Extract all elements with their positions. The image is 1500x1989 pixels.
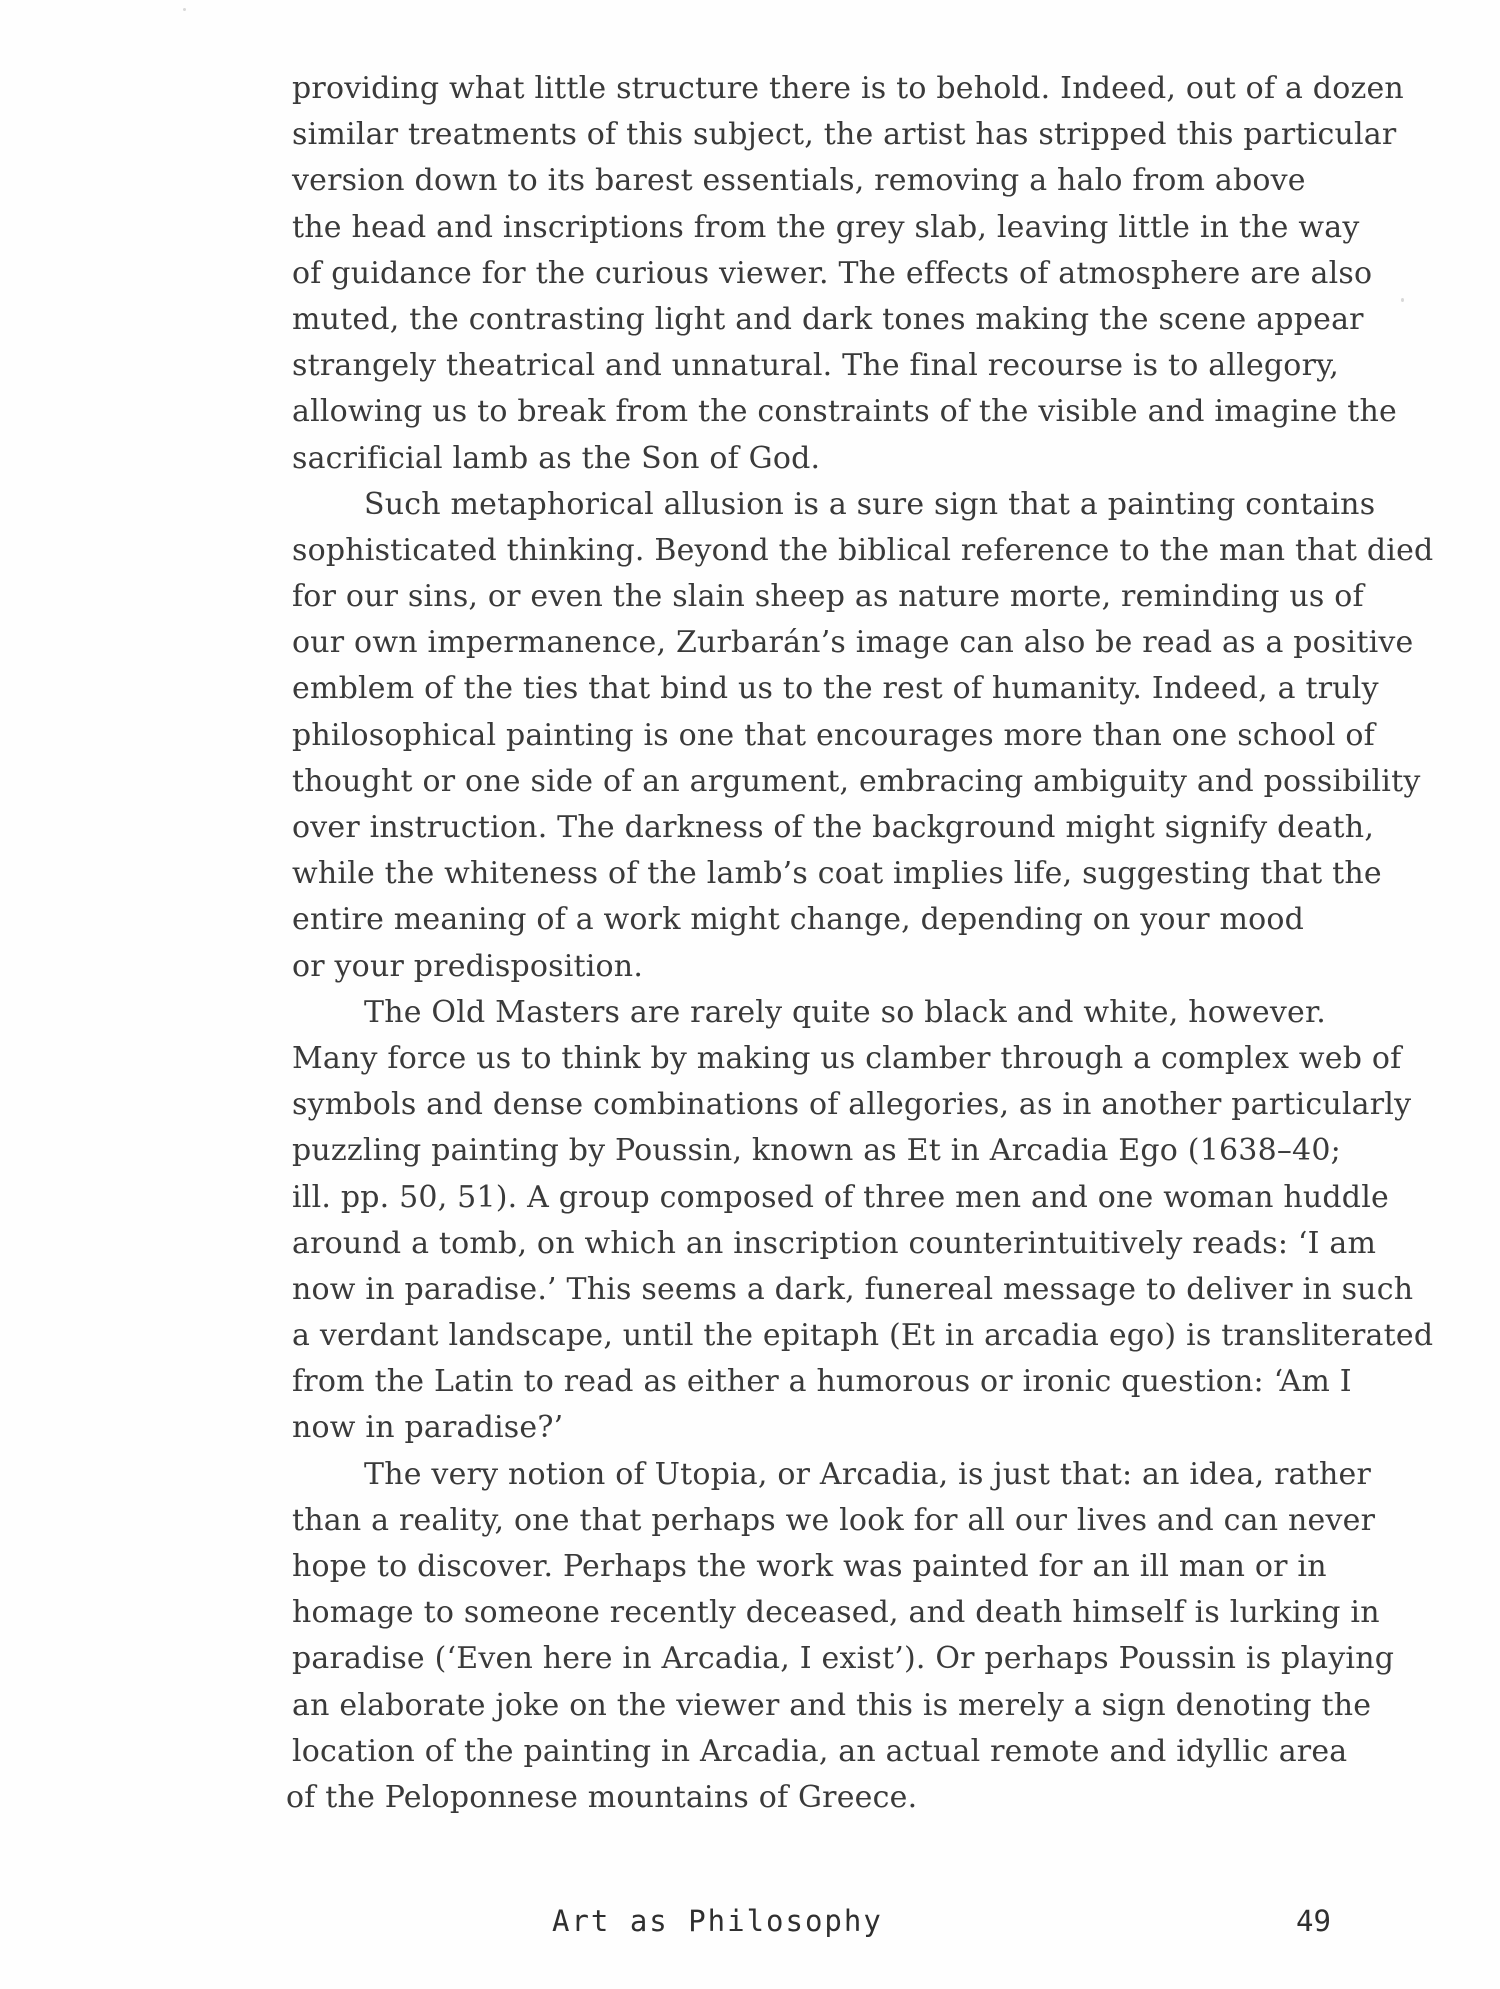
text-line: around a tomb, on which an inscription counterintuitively reads: ‘I am [292,1225,1377,1261]
paragraph-start-line: The very notion of Utopia, or Arcadia, is just that: an idea, rather [364,1456,1371,1492]
paragraph-start-line: The Old Masters are rarely quite so black and white, however. [364,994,1326,1030]
text-line: or your predisposition. [292,948,644,984]
text-line: now in paradise?’ [292,1410,564,1446]
text-line: a verdant landscape, until the epitaph (Et in arcadia ego) is transliterated [292,1318,1434,1354]
text-line: providing what little structure there is to behold. Indeed, out of a dozen [292,71,1404,106]
text-line: hope to discover. Perhaps the work was painted for an ill man or in [292,1549,1327,1584]
text-line: ill. pp. 50, 51). A group composed of three men and one woman huddle [292,1179,1389,1215]
text-line: of the Peloponnese mountains of Greece. [286,1779,918,1815]
text-line: our own impermanence, Zurbarán’s image can also be read as a positive [292,625,1414,661]
text-line: an elaborate joke on the viewer and this is merely a sign denoting the [292,1687,1372,1723]
text-line: sophisticated thinking. Beyond the biblical reference to the man that died [292,532,1434,568]
text-line: homage to someone recently deceased, and death himself is lurking in [292,1595,1380,1631]
text-line: from the Latin to read as either a humorous or ironic question: ‘Am I [292,1364,1352,1400]
text-line: emblem of the ties that bind us to the rest of humanity. Indeed, a truly [292,671,1379,707]
text-line: puzzling painting by Poussin, known as Et in Arcadia Ego (1638–40; [292,1133,1341,1169]
text-line: symbols and dense combinations of allegories, as in another particularly [292,1087,1412,1123]
text-line: for our sins, or even the slain sheep as nature morte, reminding us of [292,579,1364,615]
text-line: now in paradise.’ This seems a dark, funereal message to deliver in such [292,1271,1414,1307]
text-line: philosophical painting is one that encourages more than one school of [292,717,1375,753]
running-footer-title: Art as Philosophy [552,1904,883,1938]
text-line: entire meaning of a work might change, depending on your mood [292,902,1305,938]
text-line: version down to its barest essentials, removing a halo from above [292,163,1306,199]
scan-speck [183,8,186,11]
text-line: the head and inscriptions from the grey slab, leaving little in the way [292,209,1360,245]
text-line: over instruction. The darkness of the background might signify death, [292,810,1375,845]
text-line: location of the painting in Arcadia, an actual remote and idyllic area [292,1733,1348,1769]
text-line: paradise (‘Even here in Arcadia, I exist’). Or perhaps Poussin is playing [292,1641,1395,1677]
text-line: allowing us to break from the constraints of the visible and imagine the [292,394,1398,430]
text-line: muted, the contrasting light and dark tones making the scene appear [292,301,1364,337]
text-line: of guidance for the curious viewer. The effects of atmosphere are also [292,255,1373,291]
text-line: strangely theatrical and unnatural. The final recourse is to allegory, [292,348,1340,384]
text-line: while the whiteness of the lamb’s coat implies life, suggesting that the [292,856,1382,892]
text-line: sacrificial lamb as the Son of God. [292,440,821,476]
paragraph-start-line: Such metaphorical allusion is a sure sign that a painting contains [364,486,1376,522]
text-line: than a reality, one that perhaps we look for all our lives and can never [292,1502,1376,1538]
text-line: Many force us to think by making us clamber through a complex web of [292,1040,1402,1076]
text-line: similar treatments of this subject, the artist has stripped this particular [292,117,1397,153]
text-line: thought or one side of an argument, embracing ambiguity and possibility [292,763,1421,799]
body-text [286,66,1434,1821]
page-number: 49 [1296,1904,1331,1938]
